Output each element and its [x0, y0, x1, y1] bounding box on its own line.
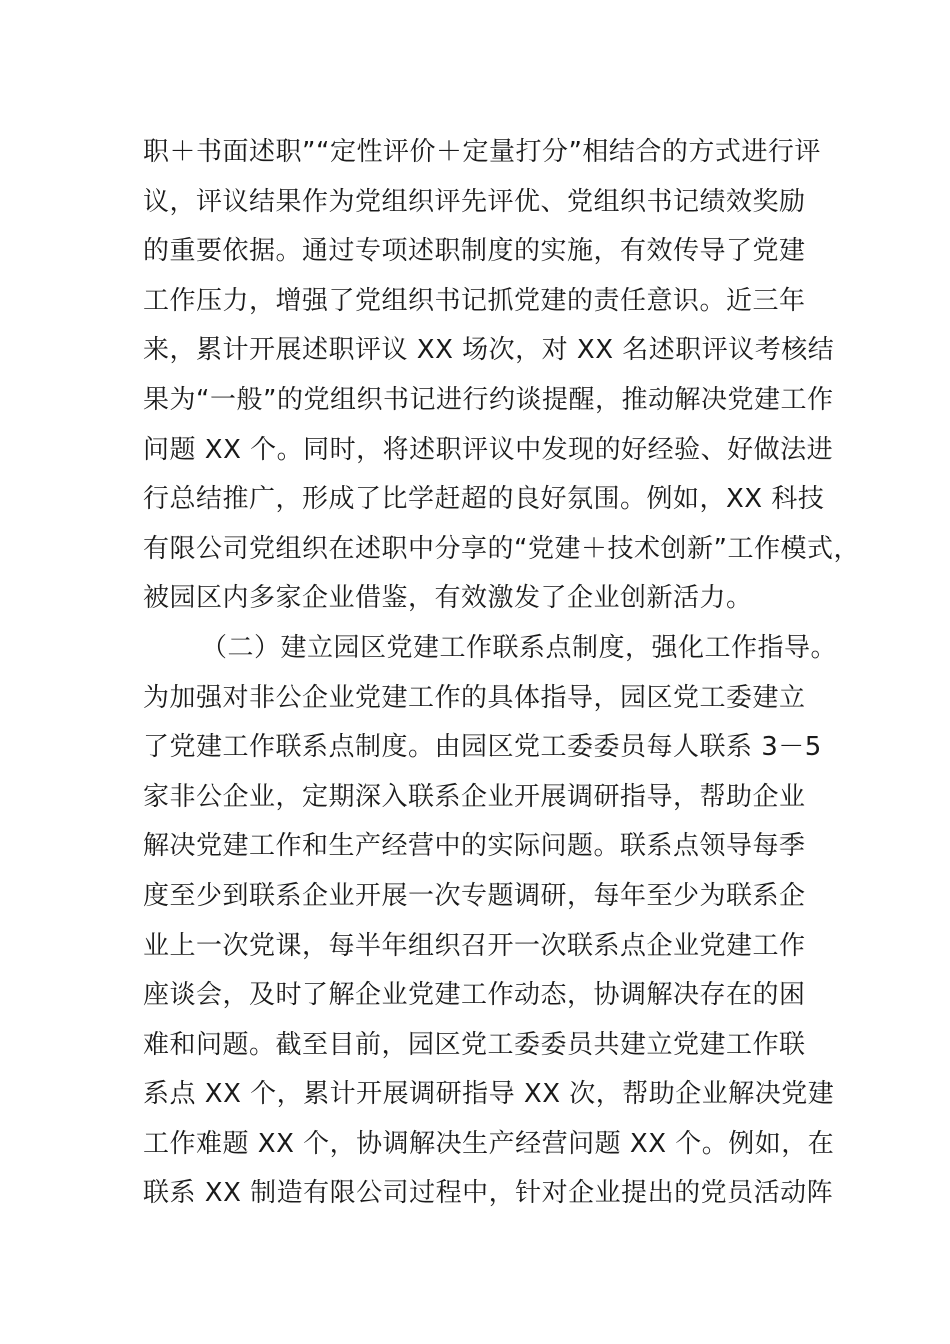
- text-line: 度至少到联系企业开展一次专题调研，每年至少为联系企: [143, 880, 806, 911]
- text-line: 被园区内多家企业借鉴，有效激发了企业创新活力。: [143, 583, 753, 614]
- text-line: 工作难题 XX 个，协调解决生产经营问题 XX 个。例如，在: [143, 1128, 835, 1159]
- text-line: 职＋书面述职”“定性评价＋定量打分”相结合的方式进行评: [143, 137, 821, 167]
- text-line: 议，评议结果作为党组织评先评优、党组织书记绩效奖励: [143, 186, 806, 217]
- text-line: 业上一次党课，每半年组织召开一次联系点企业党建工作: [143, 930, 806, 961]
- text-line: 了党建工作联系点制度。由园区党工委委员每人联系 3－5: [143, 732, 822, 763]
- text-line: 来，累计开展述职评议 XX 场次，对 XX 名述职评议考核结: [143, 335, 835, 366]
- text-line: 解决党建工作和生产经营中的实际问题。联系点领导每季: [143, 831, 806, 862]
- text-line: 联系 XX 制造有限公司过程中，针对企业提出的党员活动阵: [143, 1178, 834, 1209]
- text-line: 座谈会，及时了解企业党建工作动态，协调解决存在的困: [143, 980, 806, 1011]
- text-line: 家非公企业，定期深入联系企业开展调研指导，帮助企业: [143, 781, 806, 812]
- text-line: 有限公司党组织在述职中分享的“党建＋技术创新”工作模式，: [143, 533, 860, 564]
- text-line: 行总结推广，形成了比学赶超的良好氛围。例如，XX 科技: [143, 484, 825, 515]
- text-line: 系点 XX 个，累计开展调研指导 XX 次，帮助企业解决党建: [143, 1079, 835, 1110]
- section-heading: （二）建立园区党建工作联系点制度，强化工作指导。: [201, 632, 838, 663]
- text-line: 工作压力，增强了党组织书记抓党建的责任意识。近三年: [143, 285, 806, 316]
- text-line: 难和问题。截至目前，园区党工委委员共建立党建工作联: [143, 1029, 806, 1060]
- text-line: 问题 XX 个。同时，将述职评议中发现的好经验、好做法进: [143, 434, 834, 465]
- text-line: 为加强对非公企业党建工作的具体指导，园区党工委建立: [143, 682, 806, 713]
- body-text: [143, 128, 860, 1219]
- text-line: 的重要依据。通过专项述职制度的实施，有效传导了党建: [143, 236, 806, 267]
- text-line: 果为“一般”的党组织书记进行约谈提醒，推动解决党建工作: [143, 384, 834, 415]
